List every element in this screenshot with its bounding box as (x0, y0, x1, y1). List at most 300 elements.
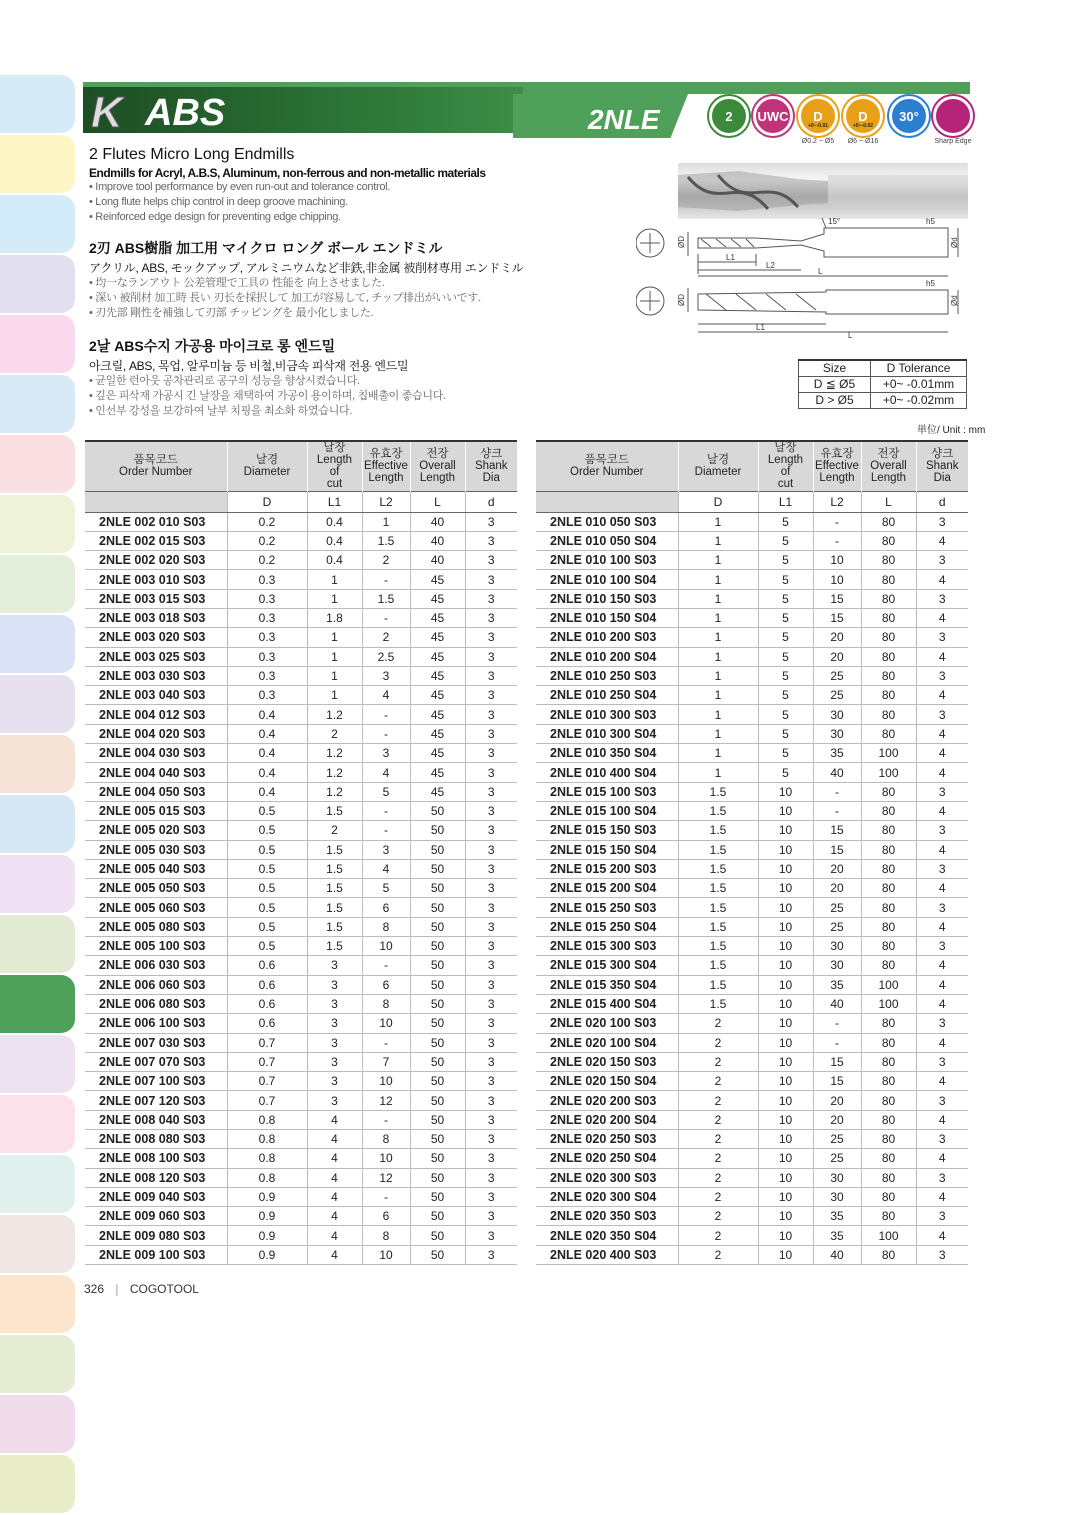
spec-cell: 50 (410, 879, 465, 898)
spec-cell: 3 (916, 782, 968, 801)
table-row (536, 1110, 968, 1129)
spec-cell: 1.5 (307, 917, 362, 936)
spec-cell: 3 (465, 589, 517, 608)
table-row (536, 1149, 968, 1168)
spec-cell: 5 (758, 686, 813, 705)
spec-cell: 1 (678, 744, 758, 763)
spec-cell: 4 (916, 570, 968, 589)
spec-cell: 1.5 (307, 859, 362, 878)
table-row (536, 975, 968, 994)
table-row (536, 570, 968, 589)
spec-cell: 50 (410, 1149, 465, 1168)
spec-cell: 0.8 (227, 1130, 307, 1149)
spec-cell: 25 (813, 917, 861, 936)
spec-cell: 45 (410, 705, 465, 724)
spec-cell: 4 (307, 1168, 362, 1187)
table-row (536, 956, 968, 975)
spec-cell: 40 (410, 551, 465, 570)
spec-cell: 10 (758, 917, 813, 936)
l2-label: L2 (766, 261, 775, 270)
side-tab[interactable] (0, 315, 75, 373)
table-row (85, 1091, 517, 1110)
spec-cell: 4 (307, 1245, 362, 1264)
spec-cell: 3 (465, 956, 517, 975)
spec-cell: 0.9 (227, 1226, 307, 1245)
spec-cell: 45 (410, 782, 465, 801)
spec-cell: 50 (410, 1072, 465, 1091)
side-tab[interactable] (0, 675, 75, 733)
order-code: 2NLE 003 015 S03 (85, 589, 227, 608)
spec-cell: 10 (758, 1168, 813, 1187)
table-row (85, 1226, 517, 1245)
spec-cell: 3 (465, 1014, 517, 1033)
side-tab[interactable] (0, 975, 75, 1033)
spec-cell: 100 (861, 975, 916, 994)
spec-cell: 3 (465, 686, 517, 705)
spec-cell: 3 (916, 1130, 968, 1149)
order-code: 2NLE 020 250 S04 (536, 1149, 678, 1168)
spec-cell: - (813, 512, 861, 531)
spec-cell: 8 (362, 917, 410, 936)
spec-cell: 10 (758, 994, 813, 1013)
table-row (536, 840, 968, 859)
table-row (85, 859, 517, 878)
spec-cell: 100 (861, 763, 916, 782)
spec-cell: 3 (465, 1207, 517, 1226)
side-tab[interactable] (0, 1095, 75, 1153)
spec-cell: - (362, 956, 410, 975)
spec-cell: 10 (758, 1226, 813, 1245)
spec-cell: 3 (465, 1072, 517, 1091)
spec-cell: 80 (861, 879, 916, 898)
table-row (85, 570, 517, 589)
side-tab[interactable] (0, 795, 75, 853)
table-row (536, 628, 968, 647)
spec-cell: 100 (861, 1226, 916, 1245)
spec-cell: 80 (861, 1187, 916, 1206)
spec-cell: 0.4 (307, 531, 362, 550)
spec-cell: 1.8 (307, 608, 362, 627)
spec-cell: 15 (813, 1072, 861, 1091)
brand-name: COGOTOOL (129, 1282, 199, 1296)
spec-cell: 30 (813, 1168, 861, 1187)
spec-cell: 3 (465, 512, 517, 531)
spec-cell: 0.9 (227, 1245, 307, 1264)
spec-cell: 80 (861, 1149, 916, 1168)
table-row (536, 821, 968, 840)
spec-cell: 20 (813, 879, 861, 898)
table-row (536, 551, 968, 570)
spec-cell: 40 (813, 1245, 861, 1264)
spec-cell: 15 (813, 821, 861, 840)
feature-bullet: • 균일한 런아웃 공차관리로 공구의 성능을 향상시켰습니다. (89, 375, 360, 387)
feature-bullet: • 深い 被削材 加工時 長い 刃长を採択して 加工が容易して, チップ排出がいいです. (89, 292, 481, 304)
order-code: 2NLE 002 010 S03 (85, 512, 227, 531)
side-tab[interactable] (0, 75, 75, 133)
spec-cell: 1.5 (678, 801, 758, 820)
order-code: 2NLE 015 200 S03 (536, 859, 678, 878)
spec-cell: 80 (861, 898, 916, 917)
order-code: 2NLE 015 300 S03 (536, 937, 678, 956)
spec-cell: 80 (861, 937, 916, 956)
order-code: 2NLE 003 020 S03 (85, 628, 227, 647)
spec-cell: 1 (678, 551, 758, 570)
spec-cell: - (813, 782, 861, 801)
spec-cell: 12 (362, 1168, 410, 1187)
spec-cell: 15 (813, 589, 861, 608)
side-tab[interactable] (0, 255, 75, 313)
spec-cell: 50 (410, 1130, 465, 1149)
spec-cell: 2 (678, 1110, 758, 1129)
order-code: 2NLE 020 200 S03 (536, 1091, 678, 1110)
side-tab[interactable] (0, 855, 75, 913)
side-tab[interactable] (0, 1215, 75, 1273)
spec-cell: 10 (758, 821, 813, 840)
spec-cell: 3 (307, 1091, 362, 1110)
spec-cell: 0.5 (227, 937, 307, 956)
spec-cell: 2 (307, 724, 362, 743)
table-row (85, 705, 517, 724)
page-number: 326 (84, 1282, 105, 1296)
spec-cell: 4 (307, 1149, 362, 1168)
spec-cell: 40 (813, 994, 861, 1013)
spec-cell: 4 (916, 879, 968, 898)
order-code: 2NLE 009 100 S03 (85, 1245, 227, 1264)
side-tab[interactable] (0, 1155, 75, 1213)
column-header: 유효장 Effective Length (362, 441, 410, 491)
spec-cell: 80 (861, 1130, 916, 1149)
technical-drawing (636, 212, 966, 362)
spec-cell: 1.5 (362, 531, 410, 550)
spec-cell: 2.5 (362, 647, 410, 666)
spec-cell: 3 (916, 1245, 968, 1264)
spec-cell: 2 (678, 1226, 758, 1245)
spec-cell: 4 (362, 763, 410, 782)
spec-cell: 1 (678, 570, 758, 589)
feature-bullet: • 인선부 강성을 보강하여 날부 치핑을 최소화 하였습니다. (89, 405, 353, 417)
order-code: 2NLE 006 100 S03 (85, 1014, 227, 1033)
table-row (536, 647, 968, 666)
spec-cell: 3 (362, 744, 410, 763)
symbol-header: D (678, 491, 758, 512)
spec-cell: - (362, 821, 410, 840)
d-label-bottom: Ød (950, 295, 959, 306)
order-code: 2NLE 010 200 S04 (536, 647, 678, 666)
spec-cell: 0.8 (227, 1168, 307, 1187)
spec-cell: 0.7 (227, 1072, 307, 1091)
spec-cell: 3 (465, 1226, 517, 1245)
spec-cell: 80 (861, 1052, 916, 1071)
side-tab[interactable] (0, 915, 75, 973)
side-tab[interactable] (0, 1035, 75, 1093)
spec-cell: 30 (813, 705, 861, 724)
spec-cell: 3 (465, 608, 517, 627)
column-header: 날장 Length of cut (758, 441, 813, 491)
spec-cell: 80 (861, 724, 916, 743)
table-row (85, 840, 517, 859)
side-tab[interactable] (0, 1335, 75, 1393)
symbol-header: L2 (362, 491, 410, 512)
order-code: 2NLE 005 050 S03 (85, 879, 227, 898)
spec-cell: 12 (362, 1091, 410, 1110)
spec-cell: 0.9 (227, 1207, 307, 1226)
spec-cell: 5 (758, 551, 813, 570)
order-code: 2NLE 005 040 S03 (85, 859, 227, 878)
side-tab[interactable] (0, 195, 75, 253)
l1-label-bottom: L1 (756, 323, 765, 332)
spec-cell: 80 (861, 570, 916, 589)
spec-cell: 0.6 (227, 975, 307, 994)
order-code: 2NLE 015 100 S04 (536, 801, 678, 820)
angle-label: 15° (828, 217, 841, 226)
order-code: 2NLE 020 100 S03 (536, 1014, 678, 1033)
spec-cell: 1.5 (678, 956, 758, 975)
spec-cell: 3 (916, 551, 968, 570)
spec-cell: 2 (678, 1245, 758, 1264)
spec-cell: 1.5 (362, 589, 410, 608)
side-tab[interactable] (0, 1275, 75, 1333)
spec-cell: 1.5 (678, 898, 758, 917)
spec-cell: 3 (916, 1207, 968, 1226)
order-code: 2NLE 004 050 S03 (85, 782, 227, 801)
spec-cell: 3 (916, 512, 968, 531)
column-header: 전장 Overall Length (410, 441, 465, 491)
spec-cell: 80 (861, 666, 916, 685)
table-row (85, 647, 517, 666)
spec-cell: 3 (307, 1033, 362, 1052)
table-row (85, 628, 517, 647)
table-row (85, 1052, 517, 1071)
order-code: 2NLE 015 100 S03 (536, 782, 678, 801)
spec-cell: 4 (916, 763, 968, 782)
spec-cell: 0.7 (227, 1052, 307, 1071)
table-row (85, 512, 517, 531)
table-row (85, 724, 517, 743)
tolerance-large-icon: D +0~-0.02 (843, 96, 883, 136)
spec-cell: 3 (465, 1052, 517, 1071)
spec-cell: 80 (861, 782, 916, 801)
spec-cell: 1 (307, 570, 362, 589)
spec-cell: 0.2 (227, 551, 307, 570)
spec-cell: 3 (465, 724, 517, 743)
table-row (536, 744, 968, 763)
spec-cell: 4 (916, 975, 968, 994)
spec-cell: 0.5 (227, 821, 307, 840)
korean-section (89, 336, 589, 419)
order-code: 2NLE 002 015 S03 (85, 531, 227, 550)
order-code: 2NLE 008 120 S03 (85, 1168, 227, 1187)
side-tab[interactable] (0, 1455, 75, 1513)
spec-cell: 1 (678, 589, 758, 608)
spec-cell: 3 (916, 589, 968, 608)
table-row (536, 898, 968, 917)
spec-cell: 4 (916, 1072, 968, 1091)
spec-cell: 3 (916, 1168, 968, 1187)
side-tab[interactable] (0, 1395, 75, 1453)
spec-cell: 3 (465, 801, 517, 820)
spec-cell: 0.3 (227, 589, 307, 608)
spec-cell: 80 (861, 1072, 916, 1091)
table-row (536, 1072, 968, 1091)
flutes-icon: 2 (709, 96, 749, 136)
side-tab[interactable] (0, 555, 75, 613)
spec-cell: 5 (758, 724, 813, 743)
table-row (85, 666, 517, 685)
l-label-top: L (818, 267, 823, 276)
spec-cell: 80 (861, 551, 916, 570)
spec-cell: 3 (307, 1052, 362, 1071)
spec-cell: 80 (861, 705, 916, 724)
spec-cell: - (362, 1033, 410, 1052)
table-row (536, 1168, 968, 1187)
side-tab[interactable] (0, 495, 75, 553)
tolerance-header: D Tolerance (871, 360, 967, 376)
spec-cell: 2 (678, 1149, 758, 1168)
table-row (536, 531, 968, 550)
spec-cell: 20 (813, 628, 861, 647)
spec-cell: 4 (916, 917, 968, 936)
spec-cell: 10 (362, 1245, 410, 1264)
spec-cell: 3 (465, 975, 517, 994)
table-row (85, 917, 517, 936)
spec-cell: 50 (410, 801, 465, 820)
spec-cell: 3 (465, 666, 517, 685)
spec-cell: 1.5 (678, 840, 758, 859)
order-code: 2NLE 015 300 S04 (536, 956, 678, 975)
table-row (85, 1168, 517, 1187)
spec-cell: 80 (861, 801, 916, 820)
spec-cell: - (813, 1033, 861, 1052)
spec-cell: 1 (307, 628, 362, 647)
side-tab[interactable] (0, 375, 75, 433)
spec-cell: 10 (758, 956, 813, 975)
spec-cell: 80 (861, 647, 916, 666)
spec-cell: 1.5 (678, 821, 758, 840)
spec-cell: 5 (758, 744, 813, 763)
side-tab[interactable] (0, 735, 75, 793)
spec-cell: 50 (410, 898, 465, 917)
spec-cell: 30 (813, 937, 861, 956)
symbol-header: L (861, 491, 916, 512)
spec-cell: 1 (678, 608, 758, 627)
spec-cell: 10 (813, 570, 861, 589)
spec-cell: 10 (758, 1130, 813, 1149)
spec-cell: 50 (410, 1033, 465, 1052)
column-header: 유효장 Effective Length (813, 441, 861, 491)
spec-cell: 15 (813, 840, 861, 859)
spec-cell: 50 (410, 937, 465, 956)
order-code: 2NLE 003 025 S03 (85, 647, 227, 666)
order-code: 2NLE 005 020 S03 (85, 821, 227, 840)
table-row (85, 975, 517, 994)
spec-cell: 45 (410, 763, 465, 782)
spec-cell: 1 (307, 666, 362, 685)
order-code: 2NLE 020 300 S03 (536, 1168, 678, 1187)
spec-cell: 2 (678, 1033, 758, 1052)
spec-cell: 3 (465, 1245, 517, 1264)
spec-cell: 5 (758, 763, 813, 782)
spec-cell: 80 (861, 1014, 916, 1033)
order-code: 2NLE 005 015 S03 (85, 801, 227, 820)
order-code: 2NLE 009 060 S03 (85, 1207, 227, 1226)
spec-cell: 1 (678, 705, 758, 724)
table-row (536, 724, 968, 743)
spec-cell: 50 (410, 1187, 465, 1206)
spec-cell: 10 (362, 937, 410, 956)
spec-cell: 0.6 (227, 994, 307, 1013)
table-row (536, 937, 968, 956)
english-title: 2 Flutes Micro Long Endmills (89, 146, 295, 163)
spec-cell: 10 (758, 1052, 813, 1071)
spec-cell: 3 (465, 898, 517, 917)
spec-cell: 3 (916, 821, 968, 840)
spec-cell: 80 (861, 1168, 916, 1187)
order-code: 2NLE 020 350 S03 (536, 1207, 678, 1226)
spec-cell: 50 (410, 917, 465, 936)
spec-cell: 2 (678, 1072, 758, 1091)
spec-cell: 3 (465, 705, 517, 724)
spec-cell: 10 (758, 1187, 813, 1206)
spec-cell: 40 (813, 763, 861, 782)
spec-cell: 15 (813, 1052, 861, 1071)
order-code: 2NLE 020 200 S04 (536, 1110, 678, 1129)
spec-cell: 0.5 (227, 917, 307, 936)
spec-cell: 1.5 (307, 879, 362, 898)
spec-cell: 0.4 (227, 724, 307, 743)
side-tab[interactable] (0, 135, 75, 193)
side-tab[interactable] (0, 615, 75, 673)
spec-cell: 3 (465, 1091, 517, 1110)
od-label-bottom: ØD (677, 294, 686, 306)
spec-cell: 3 (916, 628, 968, 647)
symbol-header: D (227, 491, 307, 512)
spec-cell: 50 (410, 975, 465, 994)
order-code: 2NLE 010 050 S04 (536, 531, 678, 550)
side-tab[interactable] (0, 435, 75, 493)
h5-label-top: h5 (926, 217, 935, 226)
spec-cell: 3 (465, 840, 517, 859)
spec-cell: 3 (465, 821, 517, 840)
spec-cell: 10 (758, 1091, 813, 1110)
table-row (85, 879, 517, 898)
spec-cell: 1 (362, 512, 410, 531)
order-code: 2NLE 015 200 S04 (536, 879, 678, 898)
japanese-title: 2刃 ABS樹脂 加工用 マイクロ ロング ボール エンドミル (89, 240, 443, 256)
spec-cell: 2 (678, 1207, 758, 1226)
spec-cell: 20 (813, 647, 861, 666)
spec-cell: 80 (861, 628, 916, 647)
spec-cell: 2 (678, 1091, 758, 1110)
spec-cell: 8 (362, 1226, 410, 1245)
spec-cell: 50 (410, 1091, 465, 1110)
tolerance-header: Size (799, 360, 871, 376)
spec-cell: 4 (916, 531, 968, 550)
spec-cell: 2 (307, 821, 362, 840)
spec-cell: 4 (916, 686, 968, 705)
table-row (536, 801, 968, 820)
table-row (536, 1033, 968, 1052)
spec-cell: 5 (362, 879, 410, 898)
table-row (85, 589, 517, 608)
spec-cell: 1.2 (307, 705, 362, 724)
order-code: 2NLE 020 300 S04 (536, 1187, 678, 1206)
spec-cell: 35 (813, 1207, 861, 1226)
spec-cell: 50 (410, 840, 465, 859)
order-code: 2NLE 007 070 S03 (85, 1052, 227, 1071)
spec-cell: 6 (362, 975, 410, 994)
spec-cell: 1 (307, 647, 362, 666)
spec-cell: 6 (362, 1207, 410, 1226)
